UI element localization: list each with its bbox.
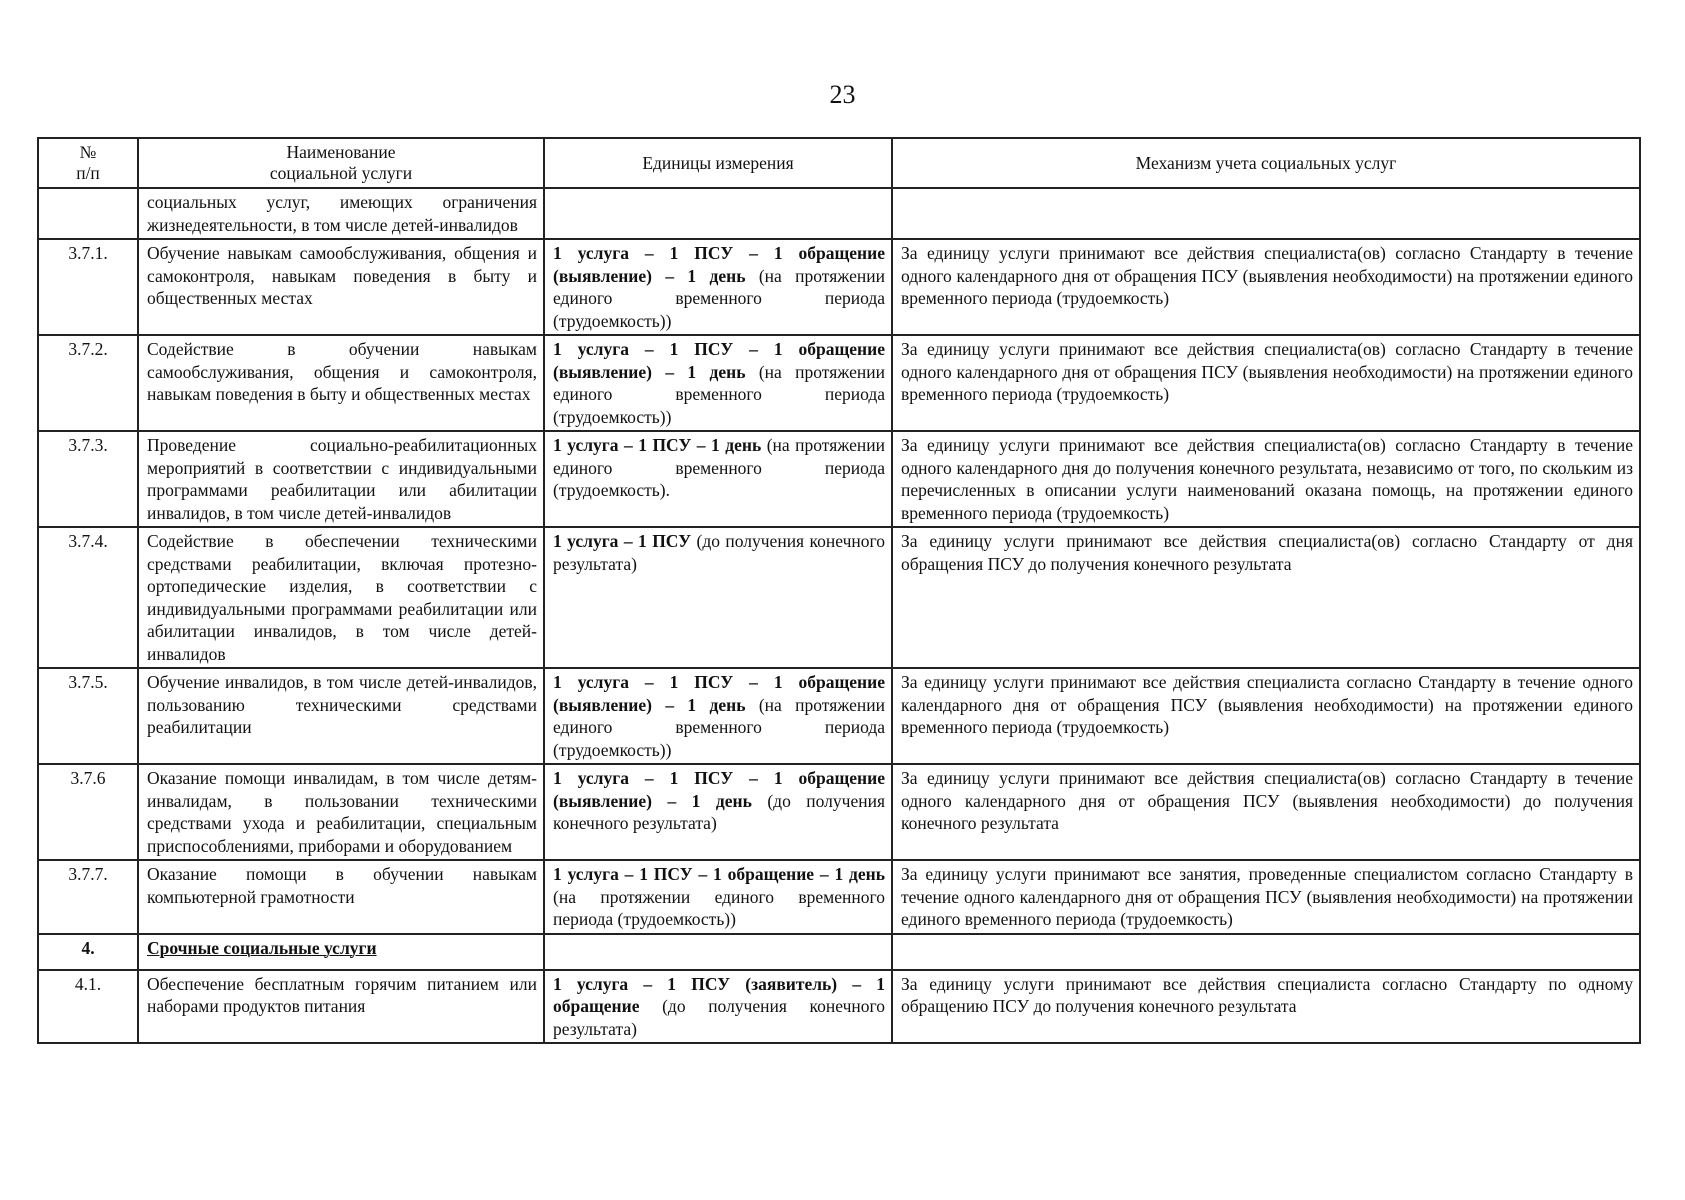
unit-bold-text: 1 услуга – 1 ПСУ – 1 обращение (выявление) – 1 день xyxy=(553,672,885,715)
service-name: Обучение инвалидов, в том числе детей-инвалидов, пользованию техническими средствами реабилитации xyxy=(138,668,544,764)
unit-of-measure xyxy=(544,188,892,239)
unit-rest-text: (на протяжении единого временного периода (трудоемкость). xyxy=(553,435,885,500)
unit-rest-text: (до получения конечного результата) xyxy=(553,996,885,1039)
accounting-mechanism: За единицу услуги принимают все действия специалиста согласно Стандарту в течение одного календарного дня от обращения ПСУ (выявления необходимости) на протяжении единого временного периода (трудоемкость) xyxy=(892,668,1640,764)
table-row xyxy=(38,764,1640,860)
unit-rest-text: (на протяжении единого временного периода (трудоемкость)) xyxy=(553,886,885,929)
unit-of-measure xyxy=(544,239,892,335)
unit-rest-text: (на протяжении единого временного периода (трудоемкость)) xyxy=(553,265,885,331)
unit-bold-text: 1 услуга – 1 ПСУ – 1 обращение (выявление) – 1 день xyxy=(553,768,885,811)
row-number: 3.7.1. xyxy=(38,239,138,335)
service-name: социальных услуг, имеющих ограничения жизнедеятельности, в том числе детей-инвалидов xyxy=(138,188,544,239)
service-name: Содействие в обеспечении техническими средствами реабилитации, включая протезно-ортопедические изделия, в соответствии с индивидуальными программами реабилитации или абилитации инвалидов, в том числе детей-инвалидов xyxy=(138,527,544,668)
unit-bold-text: 1 услуга – 1 ПСУ – 1 обращение (выявление) – 1 день xyxy=(553,243,885,286)
page-number: 23 xyxy=(829,80,856,109)
header-unit: Единицы измерения xyxy=(544,138,892,188)
table-header-row xyxy=(38,138,1640,188)
row-number: 3.7.5. xyxy=(38,668,138,764)
row-number: 3.7.6 xyxy=(38,764,138,860)
service-name: Содействие в обучении навыкам самообслуживания, общения и самоконтроля, навыкам поведения в быту и общественных местах xyxy=(138,335,544,431)
table-row xyxy=(38,188,1640,239)
table-row xyxy=(38,431,1640,527)
services-table xyxy=(37,137,1641,1044)
service-name: Оказание помощи в обучении навыкам компьютерной грамотности xyxy=(138,860,544,934)
table-row xyxy=(38,527,1640,668)
service-name: Обучение навыкам самообслуживания, общения и самоконтроля, навыкам поведения в быту и общественных местах xyxy=(138,239,544,335)
unit-of-measure xyxy=(544,764,892,860)
unit-of-measure xyxy=(544,431,892,527)
service-name: Оказание помощи инвалидам, в том числе детям-инвалидам, в пользовании техническими средствами ухода и реабилитации, специальным приспособлениями, приборами и оборудованием xyxy=(138,764,544,860)
accounting-mechanism: За единицу услуги принимают все действия специалиста(ов) согласно Стандарту в течение одного календарного дня от обращения ПСУ (выявления необходимости) на протяжении единого временного периода (трудоемкость) xyxy=(892,335,1640,431)
unit-of-measure xyxy=(544,527,892,668)
header-num: № п/п xyxy=(38,138,138,188)
service-name: Обеспечение бесплатным горячим питанием или наборами продуктов питания xyxy=(138,970,544,1044)
accounting-mechanism xyxy=(892,934,1640,970)
row-number: 3.7.4. xyxy=(38,527,138,668)
table-body xyxy=(38,188,1640,1043)
section-title xyxy=(138,934,544,970)
row-number: 4. xyxy=(38,934,138,970)
table-row xyxy=(38,668,1640,764)
row-number: 3.7.3. xyxy=(38,431,138,527)
accounting-mechanism: За единицу услуги принимают все действия специалиста согласно Стандарту по одному обращению ПСУ до получения конечного результата xyxy=(892,970,1640,1044)
unit-bold-text: 1 услуга – 1 ПСУ – 1 обращение (выявление) – 1 день xyxy=(553,339,885,382)
unit-rest-text: (до получения конечного результата) xyxy=(553,531,886,574)
header-mechanism: Механизм учета социальных услуг xyxy=(892,138,1640,188)
row-number: 4.1. xyxy=(38,970,138,1044)
accounting-mechanism: За единицу услуги принимают все действия специалиста(ов) согласно Стандарту от дня обращения ПСУ до получения конечного результата xyxy=(892,527,1640,668)
accounting-mechanism: За единицу услуги принимают все действия специалиста(ов) согласно Стандарту в течение одного календарного дня от обращения ПСУ (выявления необходимости) до получения конечного результата xyxy=(892,764,1640,860)
header-name: Наименование социальной услуги xyxy=(138,138,544,188)
unit-bold-text: 1 услуга – 1 ПСУ (заявитель) – 1 обращение xyxy=(553,973,885,1016)
row-number xyxy=(38,188,138,239)
row-number: 3.7.2. xyxy=(38,335,138,431)
section-row xyxy=(38,934,1640,970)
unit-bold-text: 1 услуга – 1 ПСУ – 1 день xyxy=(553,435,762,455)
unit-rest-text: (на протяжении единого временного периода (трудоемкость)) xyxy=(553,694,885,760)
row-number: 3.7.7. xyxy=(38,860,138,934)
table-row xyxy=(38,970,1640,1044)
unit-of-measure xyxy=(544,970,892,1044)
unit-of-measure xyxy=(544,860,892,934)
accounting-mechanism: За единицу услуги принимают все занятия, проведенные специалистом согласно Стандарту в течение одного календарного дня от обращения ПСУ (выявления необходимости) на протяжении единого временного периода (трудоемкость) xyxy=(892,860,1640,934)
table-row xyxy=(38,239,1640,335)
section-title-text: Срочные социальные услуги xyxy=(147,937,377,958)
unit-rest-text: (на протяжении единого временного периода (трудоемкость)) xyxy=(553,361,885,427)
unit-of-measure xyxy=(544,934,892,970)
unit-of-measure xyxy=(544,335,892,431)
accounting-mechanism: За единицу услуги принимают все действия специалиста(ов) согласно Стандарту в течение одного календарного дня до получения конечного результата, независимо от того, по скольким из перечисленных в описании услуги наименований оказана помощь, на протяжении единого временного периода (трудоемкость) xyxy=(892,431,1640,527)
table-row xyxy=(38,335,1640,431)
unit-rest-text: (до получения конечного результата) xyxy=(553,790,886,833)
unit-bold-text: 1 услуга – 1 ПСУ xyxy=(553,531,692,551)
accounting-mechanism: За единицу услуги принимают все действия специалиста(ов) согласно Стандарту в течение одного календарного дня от обращения ПСУ (выявления необходимости) на протяжении единого временного периода (трудоемкость) xyxy=(892,239,1640,335)
table-row xyxy=(38,860,1640,934)
service-name: Проведение социально-реабилитационных мероприятий в соответствии с индивидуальными программами реабилитации или абилитации инвалидов, в том числе детей-инвалидов xyxy=(138,431,544,527)
unit-bold-text: 1 услуга – 1 ПСУ – 1 обращение – 1 день xyxy=(553,864,885,884)
accounting-mechanism xyxy=(892,188,1640,239)
unit-of-measure xyxy=(544,668,892,764)
